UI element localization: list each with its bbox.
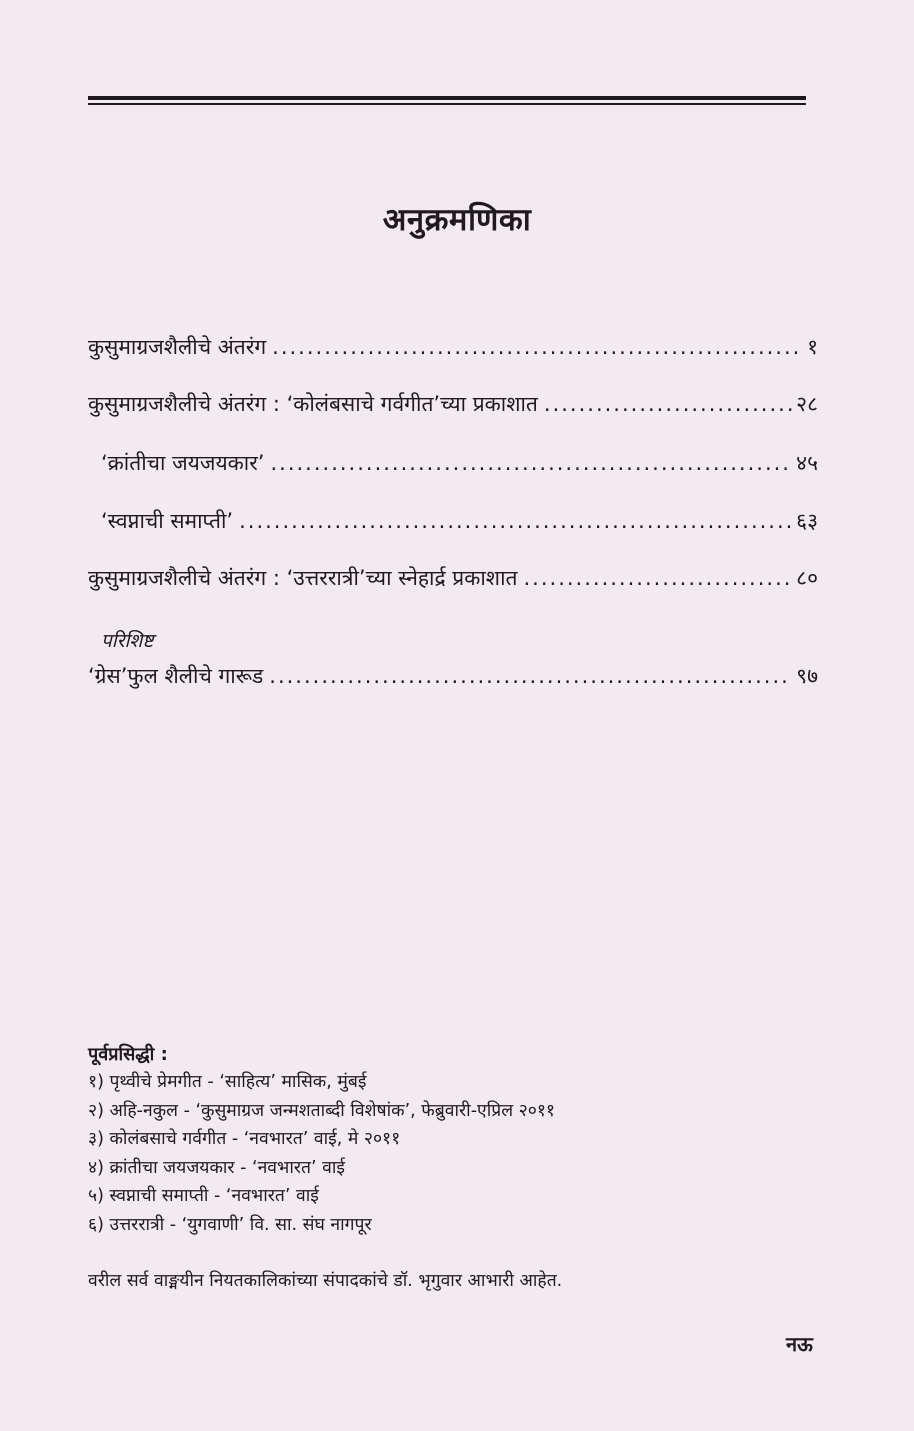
toc-entry-title: कुसुमाग्रजशैलीचे अंतरंग xyxy=(88,335,267,359)
toc-entry-title: कुसुमाग्रजशैलीचे अंतरंग : ‘उत्तररात्री’च्या स्नेहार्द्र प्रकाशात xyxy=(88,566,518,590)
page-title: अनुक्रमणिका xyxy=(382,202,532,238)
appendix-label: परिशिष्ट xyxy=(101,630,154,652)
toc-entry[interactable] xyxy=(88,333,818,361)
top-rule-thick xyxy=(88,96,806,100)
publication-item: ४) क्रांतीचा जयजयकार - ‘नवभारत’ वाई xyxy=(88,1157,345,1178)
acknowledgement-note: वरील सर्व वाङ्मयीन नियतकालिकांच्या संपादकांचे डॉ. भृगुवार आभारी आहेत. xyxy=(88,1271,563,1291)
toc-entry-appendix[interactable] xyxy=(88,662,818,690)
top-rule-thin xyxy=(88,103,806,105)
toc-entry-title: ‘स्वप्नाची समाप्ती’ xyxy=(101,509,234,533)
toc-entry-page: २८ xyxy=(796,392,818,416)
toc-leader-dots xyxy=(239,507,792,535)
toc-leader-dots xyxy=(269,662,792,690)
toc-entry[interactable] xyxy=(101,507,818,535)
publication-item: २) अहि-नकुल - ‘कुसुमाग्रज जन्मशताब्दी विशेषांक’, फेब्रुवारी-एप्रिल २०११ xyxy=(88,1100,556,1121)
toc-entry-title: कुसुमाग्रजशैलीचे अंतरंग : ‘कोलंबसाचे गर्वगीत’च्या प्रकाशात xyxy=(88,392,538,416)
toc-leader-dots xyxy=(272,333,803,361)
toc-entry-page: ६३ xyxy=(796,509,818,533)
toc-entry-page: ८० xyxy=(796,566,818,590)
toc-entry-page: ४५ xyxy=(796,451,818,475)
toc-leader-dots xyxy=(544,390,792,418)
toc-entry[interactable] xyxy=(88,564,818,592)
publication-item: ५) स्वप्नाची समाप्ती - ‘नवभारत’ वाई xyxy=(88,1186,319,1206)
publication-item: ३) कोलंबसाचे गर्वगीत - ‘नवभारत’ वाई, मे २०११ xyxy=(88,1129,401,1149)
toc-leader-dots xyxy=(270,449,792,477)
toc-entry-page: ९७ xyxy=(796,664,818,688)
toc-entry[interactable] xyxy=(101,449,818,477)
publication-heading: पूर्वप्रसिद्धी : xyxy=(88,1044,168,1065)
publication-item: १) पृथ्वीचे प्रेमगीत - ‘साहित्य’ मासिक, मुंबई xyxy=(88,1072,367,1092)
publication-list xyxy=(88,1068,555,1239)
toc-entry-title: ‘क्रांतीचा जयजयकार’ xyxy=(101,451,265,475)
toc-entry-page: १ xyxy=(807,335,818,359)
page-number: नऊ xyxy=(786,1332,813,1356)
publication-item: ६) उत्तररात्री - ‘युगवाणी’ वि. सा. संघ नागपूर xyxy=(88,1214,372,1235)
toc-entry-title: ‘ग्रेस’फुल शैलीचे गारूड xyxy=(88,664,264,688)
toc-entry[interactable] xyxy=(88,390,818,418)
toc-leader-dots xyxy=(524,564,793,592)
